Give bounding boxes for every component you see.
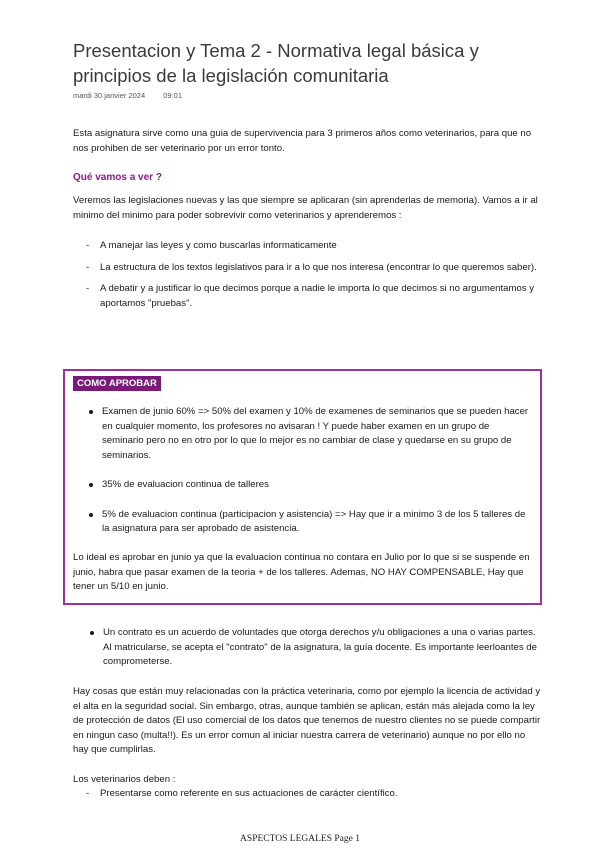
list-item: - A manejar las leyes y como buscarlas informaticamente [84, 239, 544, 254]
page-footer: ASPECTOS LEGALES Page 1 [240, 834, 360, 844]
list-item: 35% de evaluacion continua de talleres [89, 478, 529, 493]
list-item: 5% de evaluacion continua (participacion y asistencia) => Hay que ir a minimo 3 de los 5 talleres de la asignatura para ser aprobado de asistencia. [89, 508, 529, 537]
list-item: - A debatir y a justificar lo que decimos porque a nadie le importa lo que decimos si no argumentamos y aportamos "pruebas". [84, 282, 544, 311]
intro-paragraph: Esta asignatura sirve como una guia de supervivencia para 3 primeros años como veterinarios, para que no nos prohiben de ser veterinario por un error tonto. [73, 128, 532, 154]
page-title: Presentacion y Tema 2 - Normativa legal básica y principios de la legislación comunitaria [73, 40, 479, 86]
list-item: - Presentarse como referente en sus actuaciones de carácter científico. [84, 787, 544, 802]
approve-label: COMO APROBAR [73, 376, 161, 391]
vets-list [84, 787, 544, 809]
approve-box [63, 369, 542, 605]
page-metadata [73, 91, 198, 100]
contract-list [90, 626, 540, 670]
page-time: 09:01 [163, 91, 183, 100]
list-item: - La estructura de los textos legislativos para ir a lo que nos interesa (encontrar lo que queremos saber). [84, 261, 544, 276]
list-item: Examen de junio 60% => 50% del examen y 10% de examenes de seminarios que se pueden hacer en cualquier momento, los profesores no avisaran ! Y puede haber examen en un grupo de seminario pero no en otro por lo que lo mejor es no cambiar de clase y quedarse en su grupo de seminarios. [89, 405, 529, 463]
page-date: mardi 30 janvier 2024 [73, 91, 146, 100]
learn-list [84, 239, 544, 318]
approve-list [89, 405, 529, 537]
section-intro: Veremos las legislaciones nuevas y las que siempre se aplicaran (sin aprenderlas de memoria). Vamos a ir al minimo del minimo para poder sobrevivir como veterinarios y aprenderemos : [73, 195, 538, 221]
related-paragraph: Hay cosas que están muy relacionadas con la práctica veterinaria, como por ejemplo la licencia de actividad y el alta en la seguridad social. Sin embargo, otras, aunque también se aplican, están más alejada como la ley de protección de datos (El uso comercial de los datos que tenemos de nuestro clientes no se puede compartir en ningun caso (multa!!). Es un error comun al iniciar nuestra carrera de veterinario) aunque no por ello no hay que cumplirlas. [73, 686, 541, 755]
approve-note: Lo ideal es aprobar en junio ya que la evaluacion continua no contara en Julio por lo que si se suspende en junio, habra que pasar examen de la teoria + de los talleres. Ademas, NO HAY COMPENSABLE, Hay que tener un 5/10 en junio. [73, 552, 530, 592]
section-heading: Qué vamos a ver ? [73, 172, 162, 183]
list-item: Un contrato es un acuerdo de voluntades que otorga derechos y/u obligaciones a una o varias partes. Al matricularse, se acepta el "contrato" de la asignatura, la guía docente. Es importante leerloantes de comprometerse. [90, 626, 540, 670]
vets-heading: Los veterinarios deben : [73, 774, 176, 785]
